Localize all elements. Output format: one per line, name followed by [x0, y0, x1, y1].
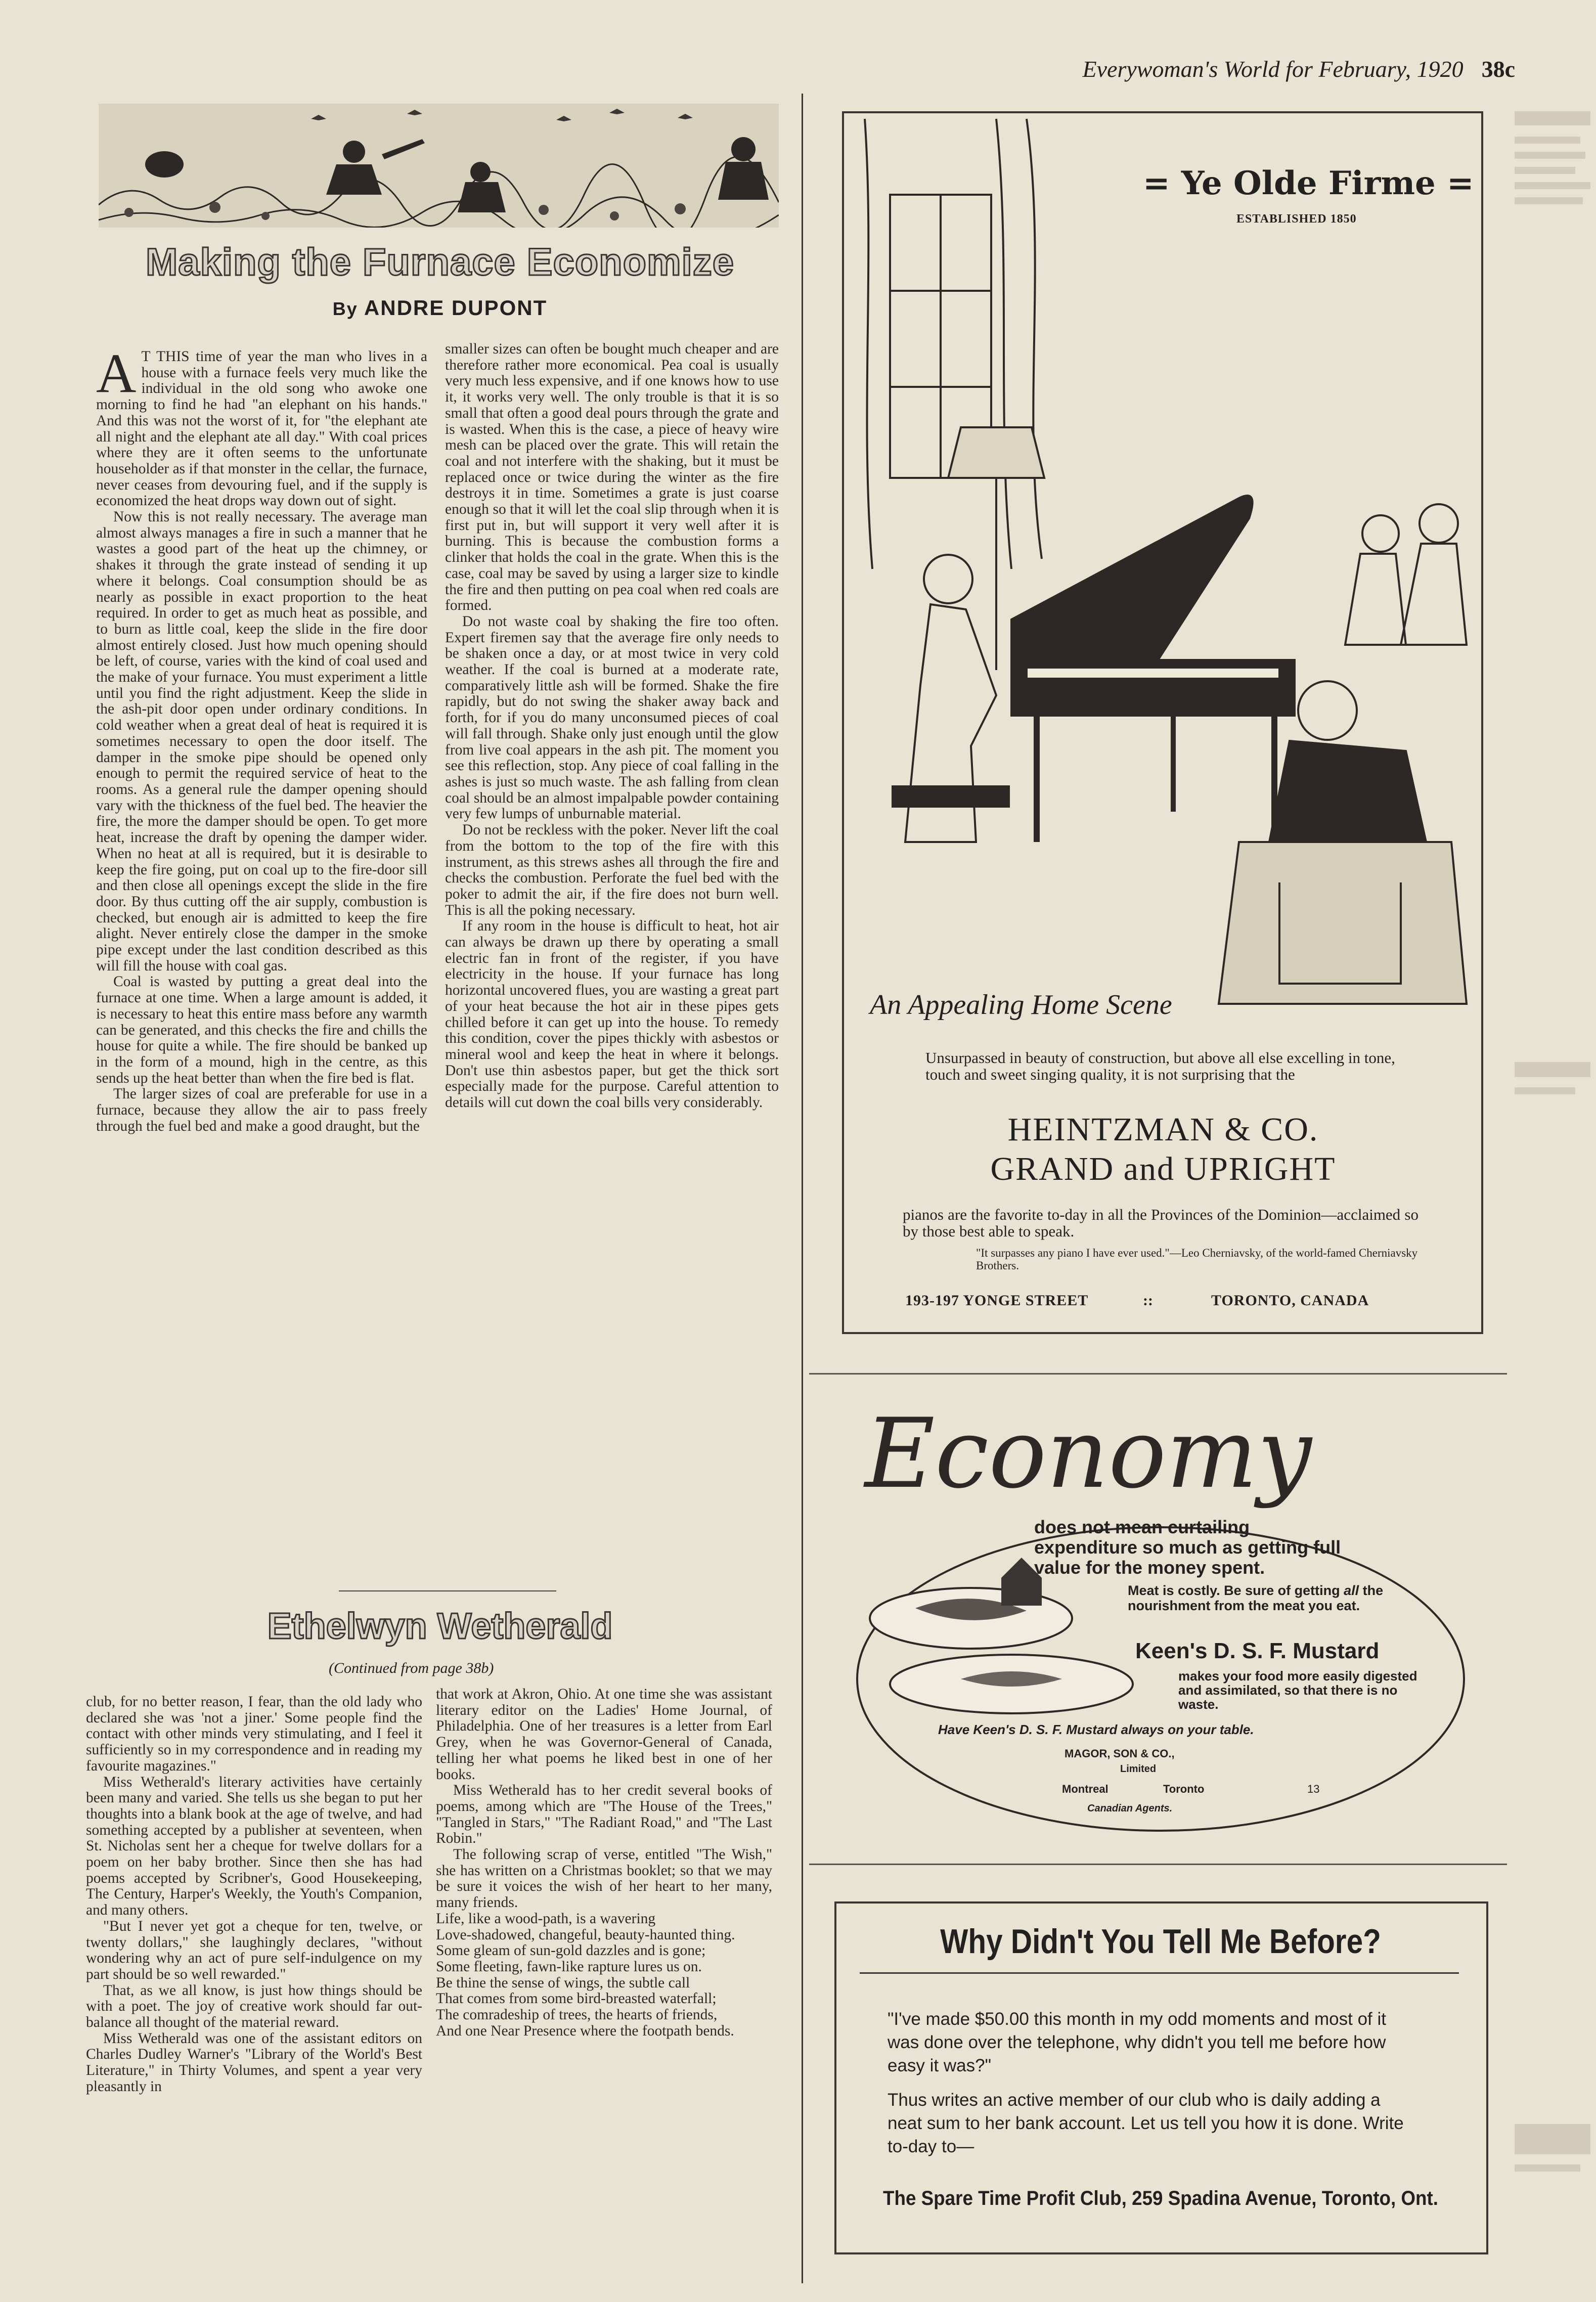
- ad-divider: [809, 1864, 1507, 1865]
- verse-line: Life, like a wood-path, is a wavering: [436, 1910, 656, 1927]
- continued-note: (Continued from page 38b): [329, 1660, 494, 1676]
- mustard-benefit-text: makes your food more easily digested and assimilated, so that there is no waste.: [1178, 1668, 1417, 1712]
- paragraph: If any room in the house is difficult to heat, hot air can always be drawn up there by operating a small electric fan in front of the register, if you have electricity in the house. If your furnace has long horizontal uncovered flues, you are wasting a great part of your heat because the hot air in these pipes gets chilled before it can get up into the house. To remedy this condition, cover the pipes thickly with asbestos or mineral wool and keep the heat in where it belongs. Don't use thin asbestos paper, but get the thick sort especially made for the purpose. Careful attention to details will cut down the coal bills very considerably.: [445, 918, 779, 1111]
- paragraph: Now this is not really necessary. The average man almost always manages a fire in such a manner that he wastes a good part of the heat up the chimney, or shakes it through the grate instead of sending it up where it belongs. Coal consumption should be as nearly as possible in exact proportion to the heat required. In order to get as much heat as possible, and to burn as little coal, keep the slide in the fire door almost entirely closed. Just how much opening should be left, of course, varies with the kind of coal used and the make of your furnace. You must experiment a little until you find the right adjustment. Keep the slide in the ash-pit door open under ordinary conditions. In cold weather when a great deal of heat is required it is sometimes necessary to open the door itself. The damper in the smoke pipe should be opened only enough to permit the required service of heat to the rooms. As a general rule the damper opening should vary with the thickness of the fuel bed. The heavier the fire, the more the damper should be open. To get more heat, increase the draft by opening the damper wider. When no heat at all is required, but it is desirable to keep the fire going, put on coal up to the fire-door sill and then close all openings except the slide in the fire door. By thus cutting off the air supply, combustion is checked, but enough air is admitted to keep the fire alight. Never entirely close the damper in the smoke pipe except under the last condition described as this will fill the house with coal gas.: [96, 509, 427, 974]
- mustard-ad-code: 13: [1307, 1783, 1320, 1795]
- ad-body-text: pianos are the favorite to-day in all the Provinces of the Dominion—acclaimed so by those best able to speak.: [903, 1206, 1418, 1240]
- article-title: Making the Furnace Economize: [146, 241, 734, 284]
- ad-divider: [809, 1373, 1507, 1375]
- article-column-2: [445, 341, 779, 1111]
- verse-line: That comes from some bird-breasted waterfall;: [436, 1990, 717, 2007]
- verse-line: Love-shadowed, changeful, beauty-haunted thing.: [436, 1926, 735, 1943]
- paragraph: That, as we all know, is just how things should be with a poet. The joy of creative work should far out-balance all thought of the material reward.: [86, 1982, 422, 2031]
- spare-time-headline: Why Didn't You Tell Me Before?: [940, 1922, 1381, 1961]
- verse-line: Some gleam of sun-gold dazzles and is gone;: [436, 1942, 706, 1959]
- mustard-city-toronto: Toronto: [1163, 1783, 1205, 1795]
- ad-caption: An Appealing Home Scene: [870, 989, 1172, 1021]
- ad-testimonial: "It surpasses any piano I have ever used."—Leo Cherniavsky, of the world-famed Cherniavsky Brothers.: [976, 1247, 1418, 1272]
- spare-time-quote: "I've made $50.00 this month in my odd moments and most of it was done over the telephone, why didn't you tell me before how easy it was?": [888, 2009, 1386, 2075]
- mustard-product-name: Keen's D. S. F. Mustard: [1135, 1639, 1380, 1663]
- ad-intro-text: Unsurpassed in beauty of construction, but above all else excelling in tone, touch and sweet singing quality, it is not surprising that the: [925, 1049, 1395, 1083]
- mustard-limited: Limited: [1120, 1763, 1157, 1775]
- paragraph: smaller sizes can often be bought much cheaper and are therefore rather more economical. Pea coal is usually very much less expensive, and if one knows how to use it, it works very well. The only trouble is that it is so small that often a good deal pours through the grate and is wasted. When this is the case, a piece of heavy wire mesh can be placed over the grate. This will retain the coal and not interfere with the shaking, but it must be replaced once or twice during the winter as the fire destroys it in time. Sometimes a grate is just coarse enough so that it will let the coal slip through when it is first put in, but will support it very well after it is burning. This is because the combustion forms a clinker that holds the coal in the grate. When this is the case, coal may be saved by using a larger size to kindle the fire and then putting on pea coal when red coals are formed.: [445, 341, 779, 614]
- verse-line: The comradeship of trees, the hearts of friends,: [436, 2007, 718, 2023]
- mustard-city-montreal: Montreal: [1062, 1783, 1109, 1795]
- verse-line: Be thine the sense of wings, the subtle call: [436, 1974, 690, 1991]
- ad-established: ESTABLISHED 1850: [1236, 212, 1357, 226]
- paragraph: club, for no better reason, I fear, than the old lady who declared she was 'not a jiner.' Some people find the contact with other minds very stimulating, and I feel it sufficiently so in my correspondence and in reading my favourite magazines.": [86, 1694, 422, 1774]
- piano-scene-illustration: [845, 114, 1477, 1016]
- page-number: 38c: [1481, 56, 1515, 82]
- paragraph: Do not waste coal by shaking the fire too often. Expert firemen say that the average fire only needs to be shaken once a day, or at most twice in very cold weather. If the coal is burned at a moderate rate, comparatively little ash will be formed. Shake the fire rapidly, but do not swing the shaker away back and forth, for if you do many unconsumed pieces of coal will fall through. Shake only just enough until the glow from live coal appears in the ash pit. The moment you see this reflection, stop. Any piece of coal falling in the ashes is just so much waste. The ash falling from clean coal should be an almost impalpable powder containing very few lumps of unburnable material.: [445, 613, 779, 822]
- page-margin-bleed: [1510, 101, 1595, 2276]
- byline-by: By: [332, 298, 358, 319]
- ad-company-name: [860, 1110, 1467, 1189]
- economy-headline: [860, 1386, 1315, 1517]
- paragraph: Do not be reckless with the poker. Never lift the coal from the bottom to the top of the fire with this instrument, as this strews ashes all through the fire and checks the combustion. Perforate the fuel bed with the poker to admit the air, if the fire does not burn well. This is all the poking necessary.: [445, 822, 779, 918]
- mustard-company: MAGOR, SON & CO.,: [1065, 1747, 1175, 1760]
- headline-rule: [860, 1972, 1459, 1974]
- mustard-lead-text: does not mean curtailing expenditure so much as getting full value for the money spent.: [1034, 1517, 1341, 1578]
- meat-text-a: Meat is costly. Be sure of getting: [1128, 1583, 1340, 1598]
- paragraph: Miss Wetherald's literary activities have certainly been many and varied. She tells us she began to put her thoughts into a blank book at the age of twelve, and had something accepted by a publisher at seventeen, when St. Nicholas sent her a cheque for twelve dollars for a poem on her baby brother. Since then she has had poems accepted by Scribner's, Good Housekeeping, The Century, Harper's Weekly, the Youth's Companion, and many others.: [86, 1774, 422, 1919]
- column-divider: [802, 94, 803, 2283]
- mustard-tagline: Have Keen's D. S. F. Mustard always on your table.: [938, 1722, 1254, 1737]
- paragraph: that work at Akron, Ohio. At one time she was assistant literary editor on the Ladies' Home Journal, of Philadelphia. One of her treasures is a letter from Earl Grey, when he was Governor-General of Canada, telling her what poems he liked best in one of her books.: [436, 1686, 772, 1783]
- meat-text-b: the nourishment from the meat you eat.: [1128, 1583, 1384, 1613]
- paragraph: "But I never yet got a cheque for ten, twelve, or twenty dollars," she laughingly declares, "without wondering why an act of pure self-indulgence on my part should be so well rewarded.": [86, 1918, 422, 1982]
- address-separator: ::: [1143, 1292, 1153, 1309]
- drop-cap: A: [96, 342, 137, 404]
- paragraph: T THIS time of year the man who lives in a house with a furnace feels very much like the individual in the old song who awoke one morning to find he had "an elephant on his hands." And this was not the worst of it, for "the elephant ate all night and the elephant ate all day." With coal prices where they are it often seems to the unfortunate householder as if that monster in the cellar, the furnace, never ceases from devouring fuel, and if the supply is economized the heat drops way down out of sight.: [96, 348, 427, 509]
- magazine-title: Everywoman's World for February, 1920: [1082, 56, 1464, 82]
- ad-brand-title: = Ye Olde Firme =: [1143, 164, 1474, 202]
- meat-text-emphasis: all: [1344, 1583, 1359, 1598]
- decorative-banner-illustration: [99, 104, 779, 228]
- page-header: [1083, 56, 1515, 82]
- spare-time-address: The Spare Time Profit Club, 259 Spadina Avenue, Toronto, Ont.: [882, 2187, 1439, 2209]
- company-line-2: GRAND and UPRIGHT: [990, 1150, 1336, 1187]
- mustard-agents: Canadian Agents.: [1087, 1803, 1173, 1814]
- ad-city: TORONTO, CANADA: [1211, 1292, 1369, 1309]
- company-line-1: HEINTZMAN & CO.: [1007, 1111, 1319, 1148]
- spare-time-body: Thus writes an active member of our club who is daily adding a neat sum to her bank account. Let us tell you how it is done. Write to-day to—: [888, 2090, 1404, 2156]
- article2-column-1: [86, 1694, 422, 2095]
- verse-line: And one Near Presence where the footpath bends.: [436, 2022, 734, 2039]
- article2-title: Ethelwyn Wetherald: [267, 1606, 613, 1647]
- ad-address: 193-197 YONGE STREET: [905, 1292, 1089, 1309]
- section-separator: [339, 1590, 556, 1591]
- paragraph: The larger sizes of coal are preferable for use in a furnace, because they allow the air to pass freely through the fuel bed and make a good draught, but the: [96, 1086, 427, 1134]
- paragraph: Coal is wasted by putting a great deal into the furnace at one time. When a large amount is added, it is necessary to heat this entire mass before any warmth can be generated, and this checks the fire and chills the house for quite a while. The fire should be banked up in the form of a mound, high in the centre, as this sends up the heat better than when the fire bed is flat.: [96, 973, 427, 1086]
- paragraph: Miss Wetherald has to her credit several books of poems, among which are "The House of the Trees," "Tangled in Stars," "The Radiant Road," and "The Last Robin.": [436, 1782, 772, 1847]
- economy-headline-text: Economy: [865, 1398, 1312, 1510]
- article2-column-2: [436, 1687, 772, 2039]
- paragraph: The following scrap of verse, entitled "The Wish," she has written on a Christmas booklet; so that we may be sure it voices the wish of her heart to her many, many friends.: [436, 1846, 772, 1911]
- byline-author: ANDRE DUPONT: [364, 296, 548, 320]
- mustard-meat-text: [1128, 1583, 1431, 1613]
- paragraph: Miss Wetherald was one of the assistant editors on Charles Dudley Warner's "Library of the World's Best Literature," in Thirty Volumes, and spent a year very pleasantly in: [86, 2030, 422, 2095]
- article-column-1: [96, 342, 427, 1134]
- article-byline: [96, 296, 784, 320]
- verse-line: Some fleeting, fawn-like rapture lures us on.: [436, 1958, 702, 1975]
